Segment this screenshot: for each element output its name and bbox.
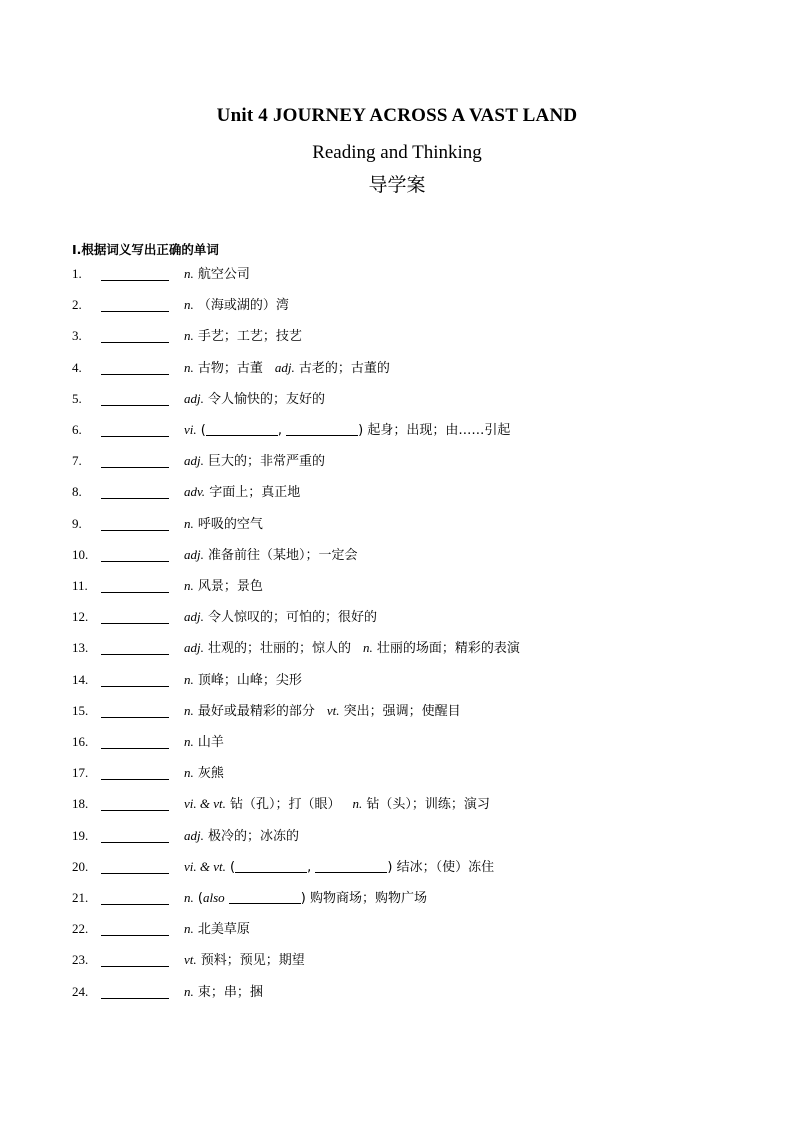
vocab-item bbox=[0, 793, 794, 815]
definition bbox=[184, 700, 461, 723]
part-of-speech: adj. bbox=[184, 390, 204, 406]
vocab-item bbox=[0, 325, 794, 347]
vocab-item bbox=[0, 669, 794, 691]
vocab-item bbox=[0, 887, 794, 909]
definition-text: 呼吸的空气 bbox=[193, 516, 263, 532]
definition-text: ) 购物商场；购物广场 bbox=[300, 891, 427, 906]
definition bbox=[184, 731, 224, 754]
item-number: 15. bbox=[72, 702, 89, 718]
part-of-speech: n. bbox=[184, 671, 194, 687]
definition bbox=[184, 513, 263, 536]
answer-blank[interactable] bbox=[101, 342, 169, 343]
vocab-item bbox=[0, 419, 794, 441]
part-of-speech: n. bbox=[184, 983, 194, 999]
definition bbox=[184, 450, 325, 473]
definition-text: 山羊 bbox=[193, 735, 224, 750]
vocab-item bbox=[0, 388, 794, 410]
part-of-speech: vi. & vt. bbox=[184, 796, 226, 812]
definition bbox=[184, 606, 377, 629]
item-number: 24. bbox=[72, 983, 89, 999]
part-of-speech: n. bbox=[184, 765, 194, 781]
definition-text: 手艺；工艺；技艺 bbox=[193, 329, 302, 345]
vocab-item bbox=[0, 263, 794, 285]
item-number: 12. bbox=[72, 609, 89, 625]
item-number: 2. bbox=[72, 297, 82, 313]
answer-blank[interactable] bbox=[101, 842, 169, 843]
part-of-speech: adj. bbox=[184, 640, 204, 656]
definition-text: , bbox=[307, 859, 316, 875]
definition-text: 壮观的；壮丽的；惊人的 bbox=[203, 641, 352, 657]
part-of-speech: n. bbox=[184, 297, 194, 313]
part-of-speech: adj. bbox=[274, 359, 295, 375]
answer-blank[interactable] bbox=[101, 717, 169, 718]
answer-blank[interactable] bbox=[101, 779, 169, 780]
vocab-item bbox=[0, 856, 794, 878]
item-number: 21. bbox=[72, 890, 89, 905]
part-of-speech: vt. bbox=[184, 952, 197, 968]
vocab-item bbox=[0, 762, 794, 784]
item-number: 5. bbox=[72, 390, 82, 406]
definition-text: 突出；强调；使醒目 bbox=[339, 703, 461, 719]
part-of-speech: vt. bbox=[326, 702, 340, 718]
part-of-speech: n. bbox=[184, 359, 194, 375]
definition-text: 令人愉快的；友好的 bbox=[203, 391, 326, 407]
answer-blank[interactable] bbox=[101, 561, 169, 562]
item-number: 13. bbox=[72, 640, 89, 656]
definition-text: 航空公司 bbox=[193, 267, 250, 282]
part-of-speech: vi. bbox=[184, 422, 197, 437]
definition-text: 壮丽的场面；精彩的表演 bbox=[372, 641, 520, 657]
inline-answer-blank[interactable] bbox=[235, 858, 307, 873]
item-number: 20. bbox=[72, 858, 89, 874]
answer-blank[interactable] bbox=[101, 748, 169, 749]
part-of-speech: n. bbox=[352, 796, 363, 812]
part-of-speech: adj. bbox=[184, 827, 204, 843]
part-of-speech: n. bbox=[184, 734, 194, 749]
part-of-speech: adj. bbox=[184, 609, 204, 625]
definition-text: 预料；预见；期望 bbox=[196, 953, 305, 969]
item-number: 4. bbox=[72, 359, 82, 375]
definition bbox=[184, 669, 302, 692]
definition bbox=[184, 981, 263, 1004]
answer-blank[interactable] bbox=[101, 498, 169, 499]
definition bbox=[184, 762, 224, 785]
definition-text: 古物；古董 bbox=[193, 360, 263, 376]
vocab-item bbox=[0, 481, 794, 503]
part-of-speech: adj. bbox=[184, 453, 204, 469]
item-number: 11. bbox=[72, 578, 88, 593]
answer-blank[interactable] bbox=[101, 311, 169, 312]
page-title: Unit 4 JOURNEY ACROSS A VAST LAND bbox=[216, 105, 578, 126]
section-heading: I.根据词义写出正确的单词 bbox=[72, 242, 219, 257]
part-of-speech: n. bbox=[184, 890, 194, 905]
item-number: 10. bbox=[72, 546, 89, 562]
definition bbox=[184, 419, 510, 442]
answer-blank[interactable] bbox=[101, 904, 169, 905]
vocab-item bbox=[0, 450, 794, 472]
vocab-item bbox=[0, 949, 794, 971]
item-number: 6. bbox=[72, 422, 82, 437]
definition bbox=[184, 793, 490, 816]
part-of-speech: n. bbox=[363, 640, 373, 656]
vocab-item bbox=[0, 731, 794, 753]
part-of-speech: also bbox=[202, 890, 225, 905]
inline-answer-blank[interactable] bbox=[206, 421, 278, 436]
definition bbox=[184, 637, 520, 660]
answer-blank[interactable] bbox=[101, 592, 169, 593]
item-number: 3. bbox=[72, 328, 82, 344]
vocab-item bbox=[0, 294, 794, 316]
definition bbox=[184, 825, 299, 848]
definition-text: 古老的；古董的 bbox=[294, 360, 390, 376]
answer-blank[interactable] bbox=[101, 873, 169, 874]
answer-blank[interactable] bbox=[101, 436, 169, 437]
definition-text: 顶峰；山峰；尖形 bbox=[193, 672, 302, 688]
item-number: 19. bbox=[72, 827, 89, 843]
vocab-item bbox=[0, 357, 794, 379]
definition bbox=[184, 357, 390, 380]
inline-answer-blank[interactable] bbox=[315, 858, 387, 873]
definition-text: 灰熊 bbox=[193, 766, 224, 782]
definition-text: 极冷的；冰冻的 bbox=[203, 828, 300, 844]
definition-text: 钻（孔）；打（眼） bbox=[225, 797, 341, 813]
part-of-speech: n. bbox=[184, 515, 194, 531]
definition-text: ( bbox=[196, 423, 206, 438]
item-number: 16. bbox=[72, 734, 89, 749]
definition bbox=[184, 949, 305, 972]
definition bbox=[184, 481, 300, 504]
item-number: 23. bbox=[72, 952, 89, 968]
definition bbox=[184, 294, 289, 317]
part-of-speech: n. bbox=[184, 328, 194, 344]
item-number: 22. bbox=[72, 921, 89, 937]
item-number: 7. bbox=[72, 453, 82, 469]
definition bbox=[184, 887, 427, 910]
answer-blank[interactable] bbox=[101, 280, 169, 281]
definition-text: 束；串；捆 bbox=[193, 984, 263, 1000]
part-of-speech: n. bbox=[184, 578, 194, 593]
inline-answer-blank[interactable] bbox=[286, 421, 358, 436]
answer-blank[interactable] bbox=[101, 810, 169, 811]
inline-answer-blank[interactable] bbox=[229, 889, 301, 904]
part-of-speech: n. bbox=[184, 266, 194, 281]
definition-text: 钻（头）；训练；演习 bbox=[362, 797, 490, 813]
answer-blank[interactable] bbox=[101, 966, 169, 967]
vocab-item bbox=[0, 606, 794, 628]
page-subtitle-chinese: 导学案 bbox=[368, 174, 426, 196]
vocab-item bbox=[0, 918, 794, 940]
vocab-item bbox=[0, 513, 794, 535]
part-of-speech: n. bbox=[184, 702, 194, 718]
definition-text: 字面上；真正地 bbox=[205, 485, 301, 501]
page-subtitle: Reading and Thinking bbox=[312, 142, 482, 163]
vocab-item bbox=[0, 575, 794, 597]
definition-text: ( bbox=[193, 891, 203, 906]
item-number: 18. bbox=[72, 796, 89, 812]
part-of-speech: vi. & vt. bbox=[184, 858, 226, 874]
vocab-item bbox=[0, 544, 794, 566]
answer-blank[interactable] bbox=[101, 530, 169, 531]
definition-text: 北美草原 bbox=[193, 922, 250, 938]
definition bbox=[184, 544, 358, 567]
answer-blank[interactable] bbox=[101, 467, 169, 468]
answer-blank[interactable] bbox=[101, 654, 169, 655]
item-number: 9. bbox=[72, 515, 82, 531]
item-number: 17. bbox=[72, 765, 89, 781]
vocab-item bbox=[0, 637, 794, 659]
definition-text: 令人惊叹的；可怕的；很好的 bbox=[203, 610, 378, 626]
part-of-speech: adv. bbox=[184, 484, 206, 500]
answer-blank[interactable] bbox=[101, 686, 169, 687]
definition-text: 准备前往（某地）；一定会 bbox=[203, 547, 358, 563]
vocab-item bbox=[0, 825, 794, 847]
definition-text: ) 起身；出现；由……引起 bbox=[358, 423, 511, 438]
definition bbox=[184, 856, 494, 879]
definition-text: ) 结冰；（使）冻住 bbox=[387, 859, 495, 875]
part-of-speech: n. bbox=[184, 921, 194, 937]
item-number: 1. bbox=[72, 266, 82, 281]
answer-blank[interactable] bbox=[101, 935, 169, 936]
definition bbox=[184, 325, 302, 348]
vocab-item bbox=[0, 700, 794, 722]
answer-blank[interactable] bbox=[101, 374, 169, 375]
definition bbox=[184, 388, 325, 411]
definition-text: （海或湖的）湾 bbox=[193, 298, 289, 314]
definition-text: 风景；景色 bbox=[193, 579, 263, 594]
definition-text: , bbox=[277, 423, 287, 438]
definition-text: ( bbox=[225, 859, 236, 875]
answer-blank[interactable] bbox=[101, 623, 169, 624]
definition-text: 巨大的；非常严重的 bbox=[203, 454, 326, 470]
definition bbox=[184, 918, 250, 941]
part-of-speech: adj. bbox=[184, 546, 204, 562]
answer-blank[interactable] bbox=[101, 998, 169, 999]
definition-text: 最好或最精彩的部分 bbox=[193, 703, 315, 719]
definition bbox=[184, 575, 263, 598]
item-number: 8. bbox=[72, 484, 82, 500]
vocab-item bbox=[0, 981, 794, 1003]
item-number: 14. bbox=[72, 671, 89, 687]
definition bbox=[184, 263, 250, 286]
answer-blank[interactable] bbox=[101, 405, 169, 406]
